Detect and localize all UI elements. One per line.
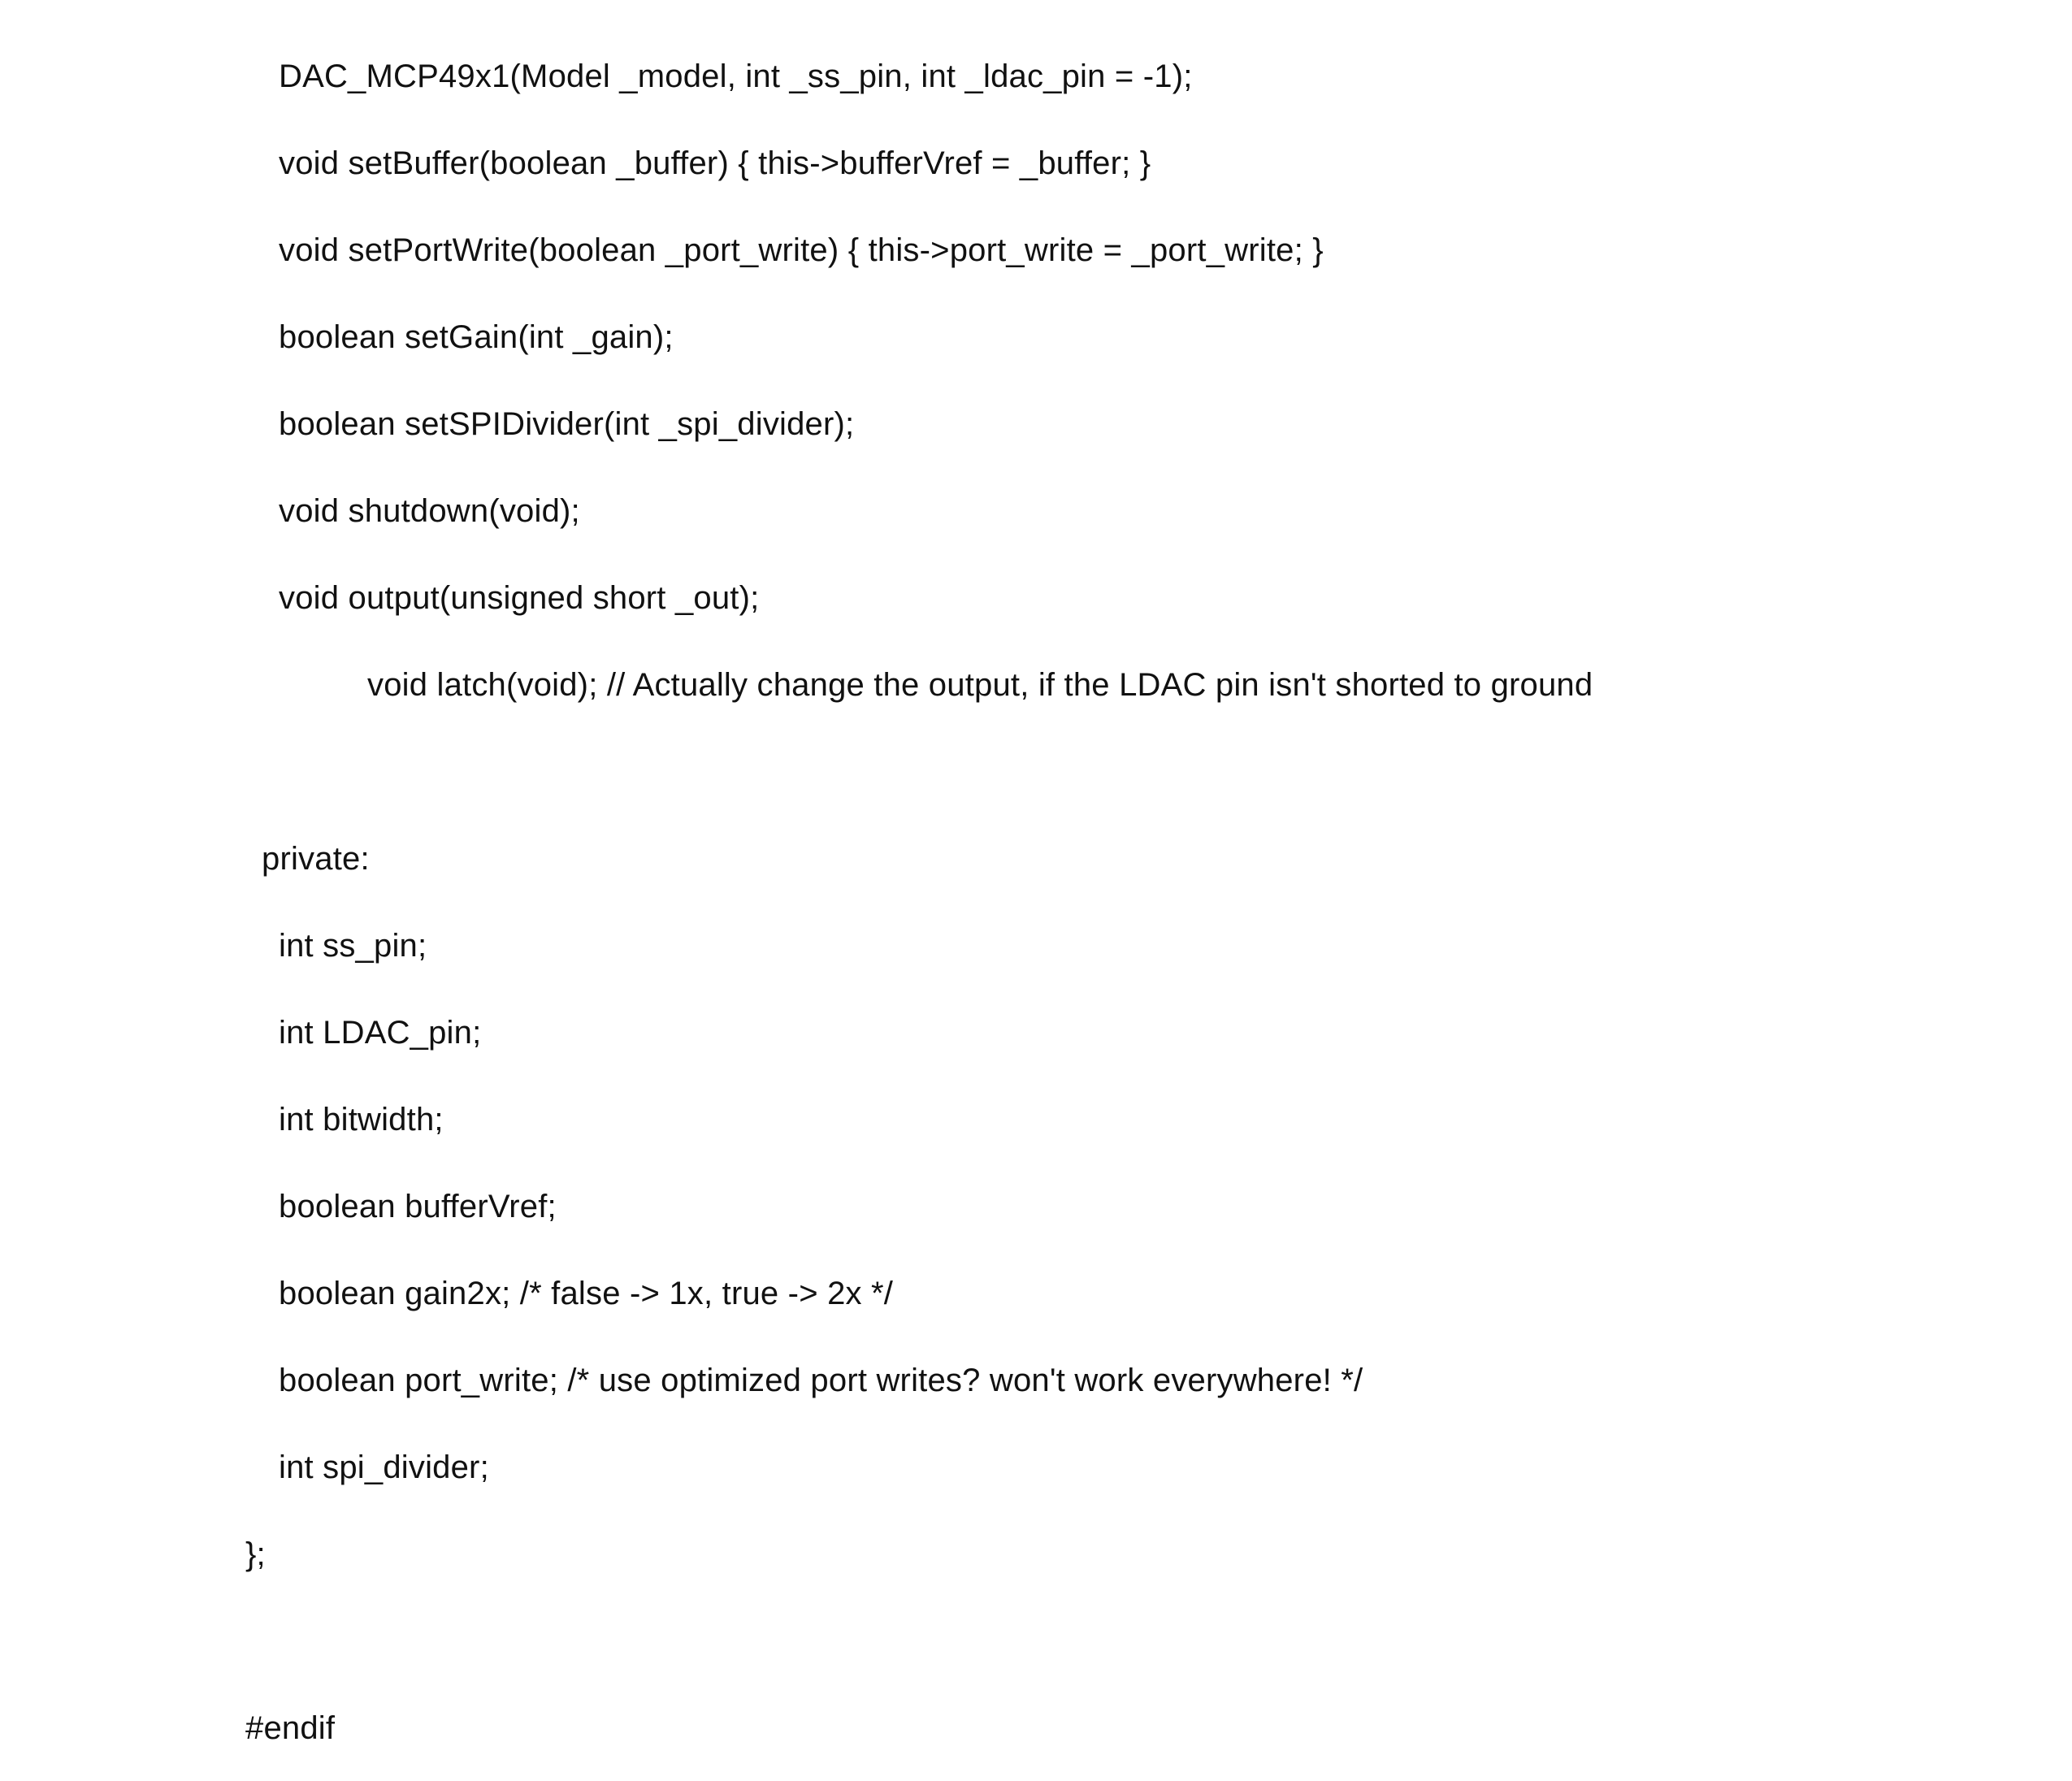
code-line-set-buffer: void setBuffer(boolean _buffer) { this->bufferVref = _buffer; } [279,145,1151,181]
code-line-constructor: DAC_MCP49x1(Model _model, int _ss_pin, int _ldac_pin = -1); [279,58,1193,94]
code-line-private-label: private: [262,841,370,877]
code-line-latch: void latch(void); // Actually change the output, if the LDAC pin isn't shorted to ground [367,667,1593,703]
code-line-bitwidth: int bitwidth; [279,1102,444,1138]
code-line-set-gain: boolean setGain(int _gain); [279,319,674,355]
code-line-ldac-pin: int LDAC_pin; [279,1015,482,1051]
code-line-output: void output(unsigned short _out); [279,580,760,616]
code-line-gain2x: boolean gain2x; /* false -> 1x, true -> 2x */ [279,1276,894,1311]
code-line-set-port-write: void setPortWrite(boolean _port_write) { this->port_write = _port_write; } [279,232,1324,268]
code-line-port-write: boolean port_write; /* use optimized port writes? won't work everywhere! */ [279,1363,1363,1398]
code-line-buffer-vref: boolean bufferVref; [279,1189,557,1224]
code-line-set-spi-divider: boolean setSPIDivider(int _spi_divider); [279,406,855,442]
code-line-shutdown: void shutdown(void); [279,493,580,529]
code-line-endif: #endif [245,1710,336,1746]
code-line-class-end: }; [245,1536,266,1572]
code-line-ss-pin: int ss_pin; [279,928,427,964]
code-line-spi-divider: int spi_divider; [279,1450,489,1485]
